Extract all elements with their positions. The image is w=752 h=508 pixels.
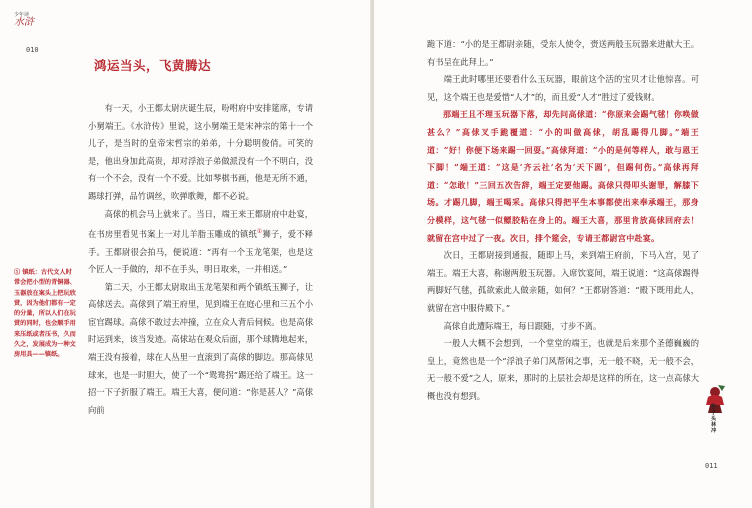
paragraph: 有一天，小王都太尉庆诞生辰，吩咐府中安排筵席，专请小舅端王。《水浒传》里说，这小舅端王是宋神宗的第十一个儿子，是当时的皇帝宋哲宗的弟弟，十分聪明俊俏。可笑的是，他出身加此高贵，却对浮浪子弟做派没有一个不明白，没有一个不会，没有一个不爱。比如琴棋书画，他是无所不通，踢球打弹，品竹调丝，吹弹歌舞，都不必说。: [88, 103, 313, 201]
paragraph: 跪下道：“小的是王都尉亲随，受东人使令，赍送两般玉玩器来进献大王。有书呈在此拜上。”: [427, 39, 699, 67]
section-title: 鸿运当头，飞黄腾达: [94, 58, 212, 73]
quoted-original-text: 那端王且不理玉玩器下落，却先问高俅道：“你原来会踢气毬！你唤做甚么？”高俅叉手跪覆道：“小的叫做高俅，胡乱踢得几脚。”端王道：“好！你便下场来踢一回耍。”高俅拜道：“小的是何等样人，敢与恩王下脚！”端王道：“这是‘齐云社’名为‘天下圆’，但踢何伤。”高俅再拜道：“怎敢！”三回五次告辞，端王定要他踢。高俅只得叩头谢罪，解膝下场。才踢几脚，端王喝采。高俅只得把平生本事都使出来奉承端王，那身分模样，这气毬一似鳔胶粘在身上的。端王大喜，那里肯放高俅回府去！就留在宫中过了一夜。次日，排个筵会，专请王都尉宫中赴宴。: [427, 109, 699, 243]
paragraph: 端王此时哪里还要看什么玉玩器，眼前这个活的宝贝才让他惊喜。可见，这个端王也是爱惜“人才”的，而且爱“人才”胜过了爱钱财。: [427, 74, 699, 102]
series-logo-mark: 水浒: [14, 17, 34, 28]
paragraph-tail: 狮: [262, 228, 271, 239]
paragraph: [88, 206, 313, 279]
series-logo: [14, 12, 54, 28]
left-body-text: [88, 100, 313, 419]
paragraph: 一般人大概不会想到，一个堂堂的端王，也就是后来那个圣德巍巍的皇上，竟然也是一个“浮浪子弟门风帮闲之事，无一般不晓，无一般不会，无一般不爱”之人，原来，那时的上层社会却是这样的所在，这一点高俅大概也没有想到。: [427, 338, 699, 401]
page-number-right: 011: [705, 462, 718, 470]
series-logo-small: 少年读: [14, 12, 30, 18]
paragraph: 次日，王都尉接到通报，随即上马，来到端王府前，下马入宫，见了端王。端王大喜，称谢两般玉玩器。入席饮宴间，端王说道：“这高俅踢得两脚好气毬，孤欲索此人做亲随，如何？”王都尉答道：“殿下既用此人，就留在宫中服侍殿下。”: [427, 250, 699, 313]
paragraph-text: 子，爱不释手。王都尉很会拍马，便说道：“再有一个玉龙笔架，也是这个匠人一手做的，却不在手头，明日取来，一并相送。”: [88, 228, 313, 275]
paragraph: 第二天，小王都太尉取出玉龙笔架和两个镇纸玉狮子，让高俅送去。高俅到了端王府里，见到端王在庭心里和三五个小宦官踢球。高俅不敢过去冲撞，立在众人背后伺候。也是高俅时运到来，该当发迹。高俅站在观众后面，那个球腾地起来，端王没有接着，球在人丛里一直滚到了高俅的脚边。那高俅见球来，也是一时胆大，使了一个“鸳鸯拐”踢还给了端王。这一招一下子折服了端王。端王大喜，便问道：“你是甚人？”高俅向前: [88, 281, 313, 415]
footnote: ① 镇纸：古代文人时常会把小型的青铜器、玉器放在案头上把玩欣赏，因为他们都有一定的分量，所以人们在玩赏的同时，也会顺手用来压纸或者压书，久而久之，发展成为一种文房用具——镇纸。: [14, 269, 76, 359]
paragraph: 高俅自此遭际端王，每日跟随，寸步不离。: [443, 320, 602, 331]
left-page: [0, 0, 372, 508]
footnote-marker: ①: [256, 228, 263, 236]
page-number-left: 010: [26, 46, 39, 54]
side-chapter-label: 豹子头林冲: [711, 404, 717, 434]
paragraph-text: 高俅的机会马上就来了。当日，端王来王都尉府中赴宴，在书房里看见书案上一对儿羊脂玉雕成的镇纸: [88, 208, 313, 239]
right-body-text: [427, 36, 699, 405]
